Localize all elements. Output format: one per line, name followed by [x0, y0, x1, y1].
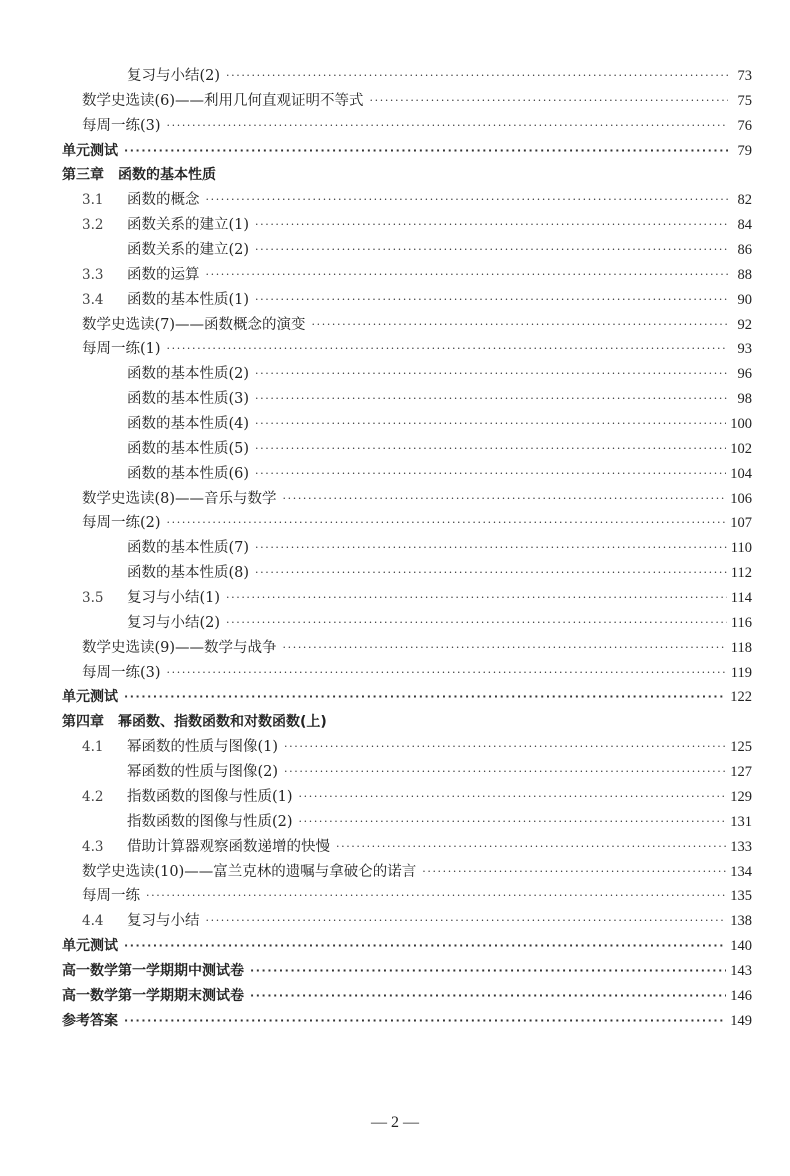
entry-title: 每周一练(2)	[82, 515, 161, 532]
dot-leader	[206, 188, 729, 213]
dot-leader	[226, 586, 727, 611]
toc-entry	[62, 288, 752, 313]
page-ref: 98	[737, 391, 752, 408]
page-ref: 100	[730, 416, 752, 433]
dot-leader	[370, 89, 728, 114]
entry-title: 数学史选读(10)——富兰克林的遗嘱与拿破仑的诺言	[82, 863, 417, 880]
dot-leader	[250, 984, 726, 1009]
entry-title: 函数关系的建立(2)	[127, 242, 250, 259]
dot-leader	[167, 661, 727, 686]
dot-leader	[255, 462, 726, 487]
toc-entry	[62, 984, 752, 1009]
page-ref: 127	[730, 764, 752, 781]
dot-leader	[206, 263, 729, 288]
entry-title: 幂函数的性质与图像(2)	[127, 764, 279, 781]
toc-entry	[62, 213, 752, 238]
page-ref: 73	[737, 68, 752, 84]
dot-leader	[146, 884, 726, 909]
entry-title: 函数的运算	[127, 266, 200, 283]
section-number: 4.3	[82, 838, 104, 855]
page-ref: 79	[737, 142, 752, 159]
dot-leader	[167, 511, 727, 536]
page-ref: 104	[730, 465, 752, 482]
toc-entry	[62, 735, 752, 760]
page-ref: 134	[730, 863, 752, 880]
entry-title: 函数的基本性质(8)	[127, 565, 250, 582]
entry-title: 高一数学第一学期期末测试卷	[62, 987, 244, 1004]
entry-title: 函数关系的建立(1)	[127, 217, 250, 234]
page-ref: 92	[737, 316, 752, 333]
toc-entry	[62, 561, 752, 586]
toc-entry	[62, 959, 752, 984]
section-number: 4.1	[82, 739, 104, 756]
toc-entry	[62, 860, 752, 885]
dot-leader	[284, 735, 726, 760]
dot-leader	[226, 64, 728, 89]
toc-entry	[62, 89, 752, 114]
entry-title: 函数的基本性质(1)	[127, 291, 250, 308]
page-ref: 143	[730, 962, 752, 979]
dot-leader	[255, 362, 728, 387]
dot-leader	[284, 760, 726, 785]
page-ref: 138	[730, 913, 752, 930]
entry-title: 数学史选读(6)——利用几何直观证明不等式	[82, 92, 364, 109]
chapter-heading	[62, 710, 752, 735]
entry-title: 函数的基本性质(4)	[127, 416, 250, 433]
toc-entry	[62, 611, 752, 636]
dot-leader	[312, 313, 728, 338]
toc-entry	[62, 114, 752, 139]
toc-entry	[62, 437, 752, 462]
entry-title: 指数函数的图像与性质(2)	[127, 813, 293, 830]
toc-entry	[62, 934, 752, 959]
page-ref: 102	[730, 440, 752, 457]
entry-title: 数学史选读(7)——函数概念的演变	[82, 316, 306, 333]
dot-leader	[422, 860, 726, 885]
dot-leader	[255, 412, 726, 437]
entry-title: 函数的概念	[127, 192, 200, 209]
page-ref: 129	[730, 788, 752, 805]
toc-entry	[62, 661, 752, 686]
page-ref: 119	[730, 664, 752, 681]
page-ref: 82	[737, 192, 752, 209]
section-number: 3.4	[82, 291, 104, 308]
section-number: 4.2	[82, 788, 104, 805]
entry-title: 单元测试	[62, 689, 118, 706]
entry-title: 函数的基本性质(7)	[127, 540, 250, 557]
entry-title: 函数的基本性质(2)	[127, 366, 250, 383]
entry-title: 参考答案	[62, 1012, 118, 1029]
entry-title: 复习与小结(2)	[127, 614, 221, 631]
dot-leader	[255, 561, 727, 586]
entry-title: 数学史选读(8)——音乐与数学	[82, 490, 277, 507]
toc-entry	[62, 487, 752, 512]
dot-leader	[167, 337, 728, 362]
toc-entry	[62, 188, 752, 213]
dot-leader	[255, 288, 728, 313]
page-ref: 76	[737, 117, 752, 134]
toc-entry	[62, 1009, 752, 1034]
entry-title: 每周一练(3)	[82, 117, 161, 134]
chapter-heading	[62, 163, 752, 188]
entry-title: 借助计算器观察函数递增的快慢	[127, 838, 330, 855]
section-number: 3.3	[82, 266, 104, 283]
dot-leader	[255, 238, 728, 263]
toc-entry	[62, 511, 752, 536]
dot-leader	[299, 810, 727, 835]
dot-leader	[299, 785, 727, 810]
page-ref: 125	[730, 739, 752, 756]
page-ref: 96	[737, 366, 752, 383]
page-ref: 112	[730, 565, 752, 582]
dot-leader	[255, 437, 726, 462]
page-ref: 84	[737, 217, 752, 234]
toc-entry	[62, 884, 752, 909]
entry-title: 每周一练	[82, 888, 140, 905]
entry-title: 函数的基本性质(3)	[127, 391, 250, 408]
page-ref: 75	[737, 92, 752, 109]
section-number: 3.5	[82, 590, 104, 607]
dot-leader	[167, 114, 728, 139]
toc-entry	[62, 760, 752, 785]
entry-title: 指数函数的图像与性质(1)	[127, 788, 293, 805]
toc-entry	[62, 263, 752, 288]
toc-entry	[62, 785, 752, 810]
entry-title: 复习与小结	[127, 913, 200, 930]
entry-title: 复习与小结(1)	[127, 590, 221, 607]
page-ref: 135	[730, 888, 752, 905]
toc-entry	[62, 337, 752, 362]
page-ref: 107	[730, 515, 752, 532]
dot-leader	[255, 213, 728, 238]
entry-title: 每周一练(3)	[82, 664, 161, 681]
dot-leader	[336, 835, 726, 860]
entry-title: 复习与小结(2)	[127, 68, 221, 84]
toc-entry	[62, 636, 752, 661]
toc-entry	[62, 586, 752, 611]
table-of-contents	[62, 64, 752, 1034]
page-ref: 146	[730, 987, 752, 1004]
page-number: — 2 —	[371, 1114, 419, 1131]
dot-leader	[283, 636, 727, 661]
page-ref: 86	[737, 242, 752, 259]
page-ref: 90	[737, 291, 752, 308]
toc-entry	[62, 64, 752, 89]
entry-title: 函数的基本性质(5)	[127, 440, 250, 457]
page-ref: 93	[737, 341, 752, 358]
toc-entry	[62, 387, 752, 412]
entry-title: 每周一练(1)	[82, 341, 161, 358]
entry-title: 幂函数的性质与图像(1)	[127, 739, 279, 756]
toc-entry	[62, 313, 752, 338]
entry-title: 单元测试	[62, 938, 118, 955]
dot-leader	[226, 611, 727, 636]
dot-leader	[255, 536, 727, 561]
dot-leader	[124, 139, 728, 164]
entry-title: 单元测试	[62, 142, 118, 159]
toc-entry	[62, 909, 752, 934]
toc-entry	[62, 238, 752, 263]
page-ref: 131	[730, 813, 752, 830]
page-ref: 149	[730, 1012, 752, 1029]
page-ref: 133	[730, 838, 752, 855]
dot-leader	[255, 387, 728, 412]
dot-leader	[250, 959, 726, 984]
dot-leader	[124, 1009, 726, 1034]
page-ref: 88	[737, 266, 752, 283]
section-number: 3.1	[82, 192, 104, 209]
page-ref: 106	[730, 490, 752, 507]
page-ref: 122	[730, 689, 752, 706]
dot-leader	[124, 685, 726, 710]
page-ref: 110	[730, 540, 752, 557]
toc-entry	[62, 835, 752, 860]
toc-entry	[62, 462, 752, 487]
section-number: 4.4	[82, 913, 104, 930]
entry-title: 数学史选读(9)——数学与战争	[82, 639, 277, 656]
dot-leader	[124, 934, 726, 959]
toc-entry	[62, 139, 752, 164]
page-ref: 118	[730, 639, 752, 656]
section-number: 3.2	[82, 217, 104, 234]
toc-entry	[62, 412, 752, 437]
toc-entry	[62, 685, 752, 710]
entry-title: 第三章 函数的基本性质	[62, 167, 216, 184]
toc-entry	[62, 362, 752, 387]
dot-leader	[283, 487, 727, 512]
entry-title: 第四章 幂函数、指数函数和对数函数(上)	[62, 714, 327, 731]
entry-title: 高一数学第一学期期中测试卷	[62, 962, 244, 979]
page-ref: 140	[730, 938, 752, 955]
entry-title: 函数的基本性质(6)	[127, 465, 250, 482]
page-ref: 114	[730, 590, 752, 607]
toc-entry	[62, 536, 752, 561]
toc-entry	[62, 810, 752, 835]
dot-leader	[206, 909, 727, 934]
page-ref: 116	[730, 614, 752, 631]
